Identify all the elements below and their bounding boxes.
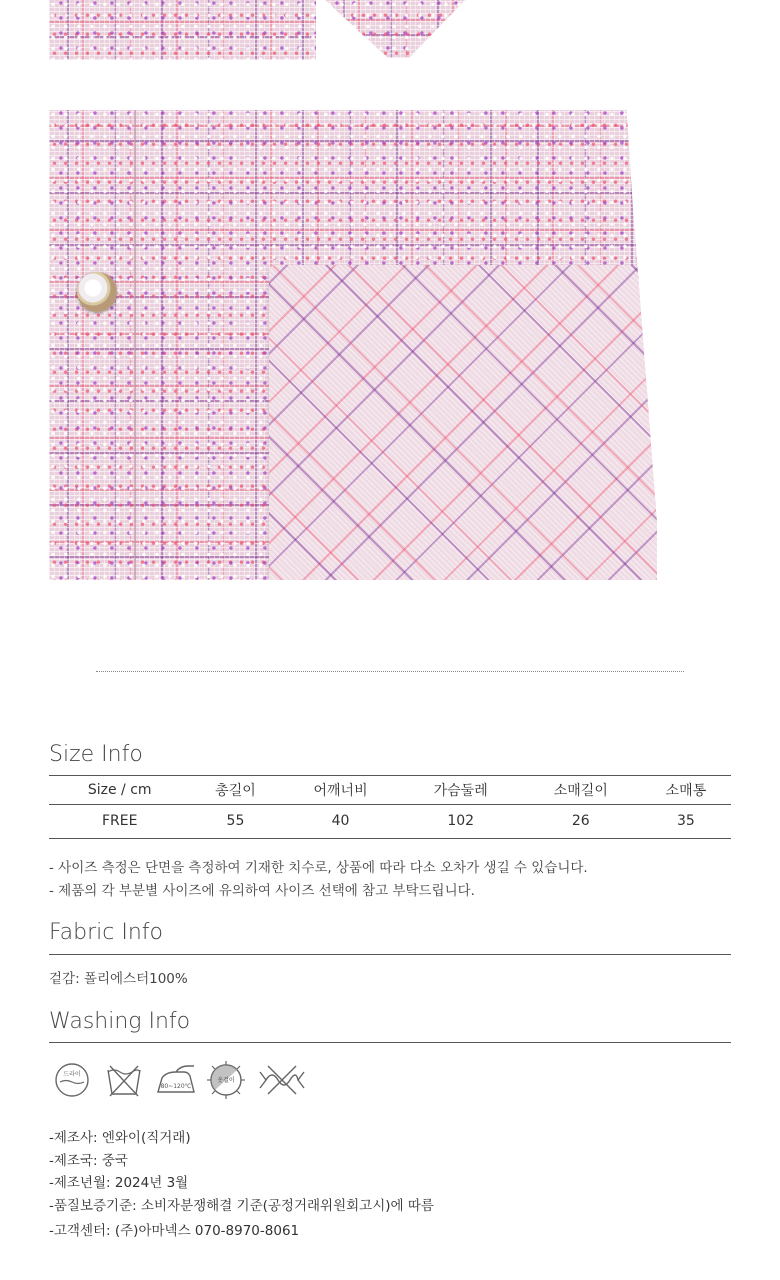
size-header-cell: 소매통	[641, 776, 731, 804]
size-cell: 55	[190, 804, 280, 838]
jacket-pocket	[269, 265, 657, 580]
iron-temperature: 80~120℃	[160, 1083, 192, 1090]
size-header-cell: 어깨너비	[281, 776, 401, 804]
country-info: -제조국: 중국	[49, 1153, 128, 1169]
manufacture-date-info: -제조년월: 2024년 3월	[49, 1175, 189, 1191]
size-cell: 102	[401, 804, 521, 838]
washing-info-rule	[49, 1042, 731, 1043]
size-note: - 사이즈 측정은 단면을 측정하여 기재한 치수로, 상품에 따라 다소 오차가 생길 수 있습니다.	[49, 860, 588, 876]
no-wring-icon	[258, 1060, 306, 1100]
iron-icon	[154, 1060, 198, 1100]
fabric-composition: 겉감: 폴리에스터100%	[49, 971, 188, 987]
size-header-cell: Size / cm	[49, 776, 190, 804]
size-header-cell: 가슴둘레	[401, 776, 521, 804]
product-photo-top-collar	[325, 0, 465, 58]
manufacturer-info: -제조사: 엔와이(직거래)	[49, 1130, 191, 1146]
washing-info-title: Washing Info	[49, 1009, 191, 1034]
jacket-placket	[49, 110, 136, 580]
size-header-cell: 총길이	[190, 776, 280, 804]
size-table	[49, 776, 731, 839]
size-cell: 26	[521, 804, 641, 838]
shade-dry-label: 옷걸이	[217, 1077, 235, 1084]
section-divider	[96, 671, 684, 672]
size-header-cell: 소매길이	[521, 776, 641, 804]
product-photo-top-left	[49, 0, 316, 60]
product-photo-pocket	[49, 110, 657, 580]
fabric-info-title: Fabric Info	[49, 920, 163, 945]
size-cell: 40	[281, 804, 401, 838]
shade-dry-icon	[206, 1060, 246, 1100]
jacket-button	[77, 272, 117, 312]
fabric-info-rule	[49, 954, 731, 955]
size-table-header-row	[49, 776, 731, 804]
no-wash-icon	[104, 1060, 144, 1100]
size-cell: FREE	[49, 804, 190, 838]
dry-clean-icon	[52, 1060, 92, 1100]
customer-center-info: -고객센터: (주)아마넥스 070-8970-8061	[49, 1223, 300, 1239]
dry-clean-label: 드라이	[63, 1071, 81, 1078]
size-info-title: Size Info	[49, 742, 143, 767]
quality-standard-info: -품질보증기준: 소비자분쟁해결 기준(공정거래위원회고시)에 따름	[49, 1198, 434, 1214]
table-row	[49, 804, 731, 838]
size-cell: 35	[641, 804, 731, 838]
size-note: - 제품의 각 부분별 사이즈에 유의하여 사이즈 선택에 참고 부탁드립니다.	[49, 883, 475, 899]
